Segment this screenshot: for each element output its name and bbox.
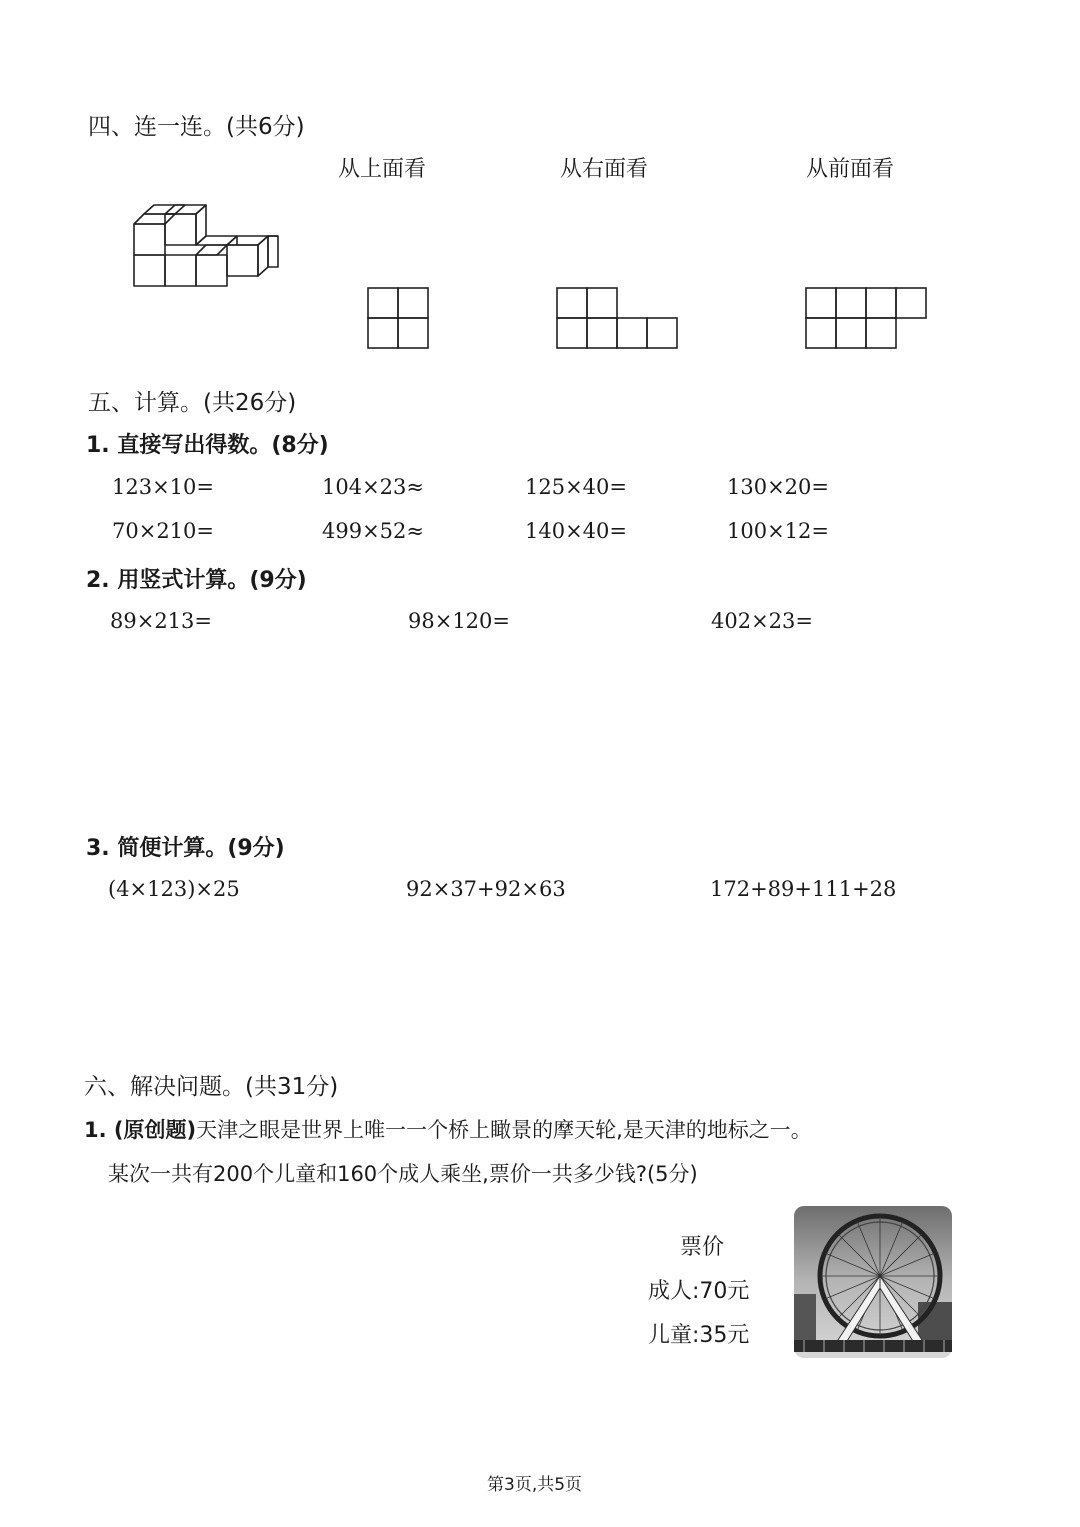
q3-title: 3. 简便计算。(9分) (86, 836, 285, 861)
s6-q1-line2: 某次一共有200个儿童和160个成人乘坐,票价一共多少钱?(5分) (108, 1162, 698, 1186)
s6-q1-line1 (84, 1114, 812, 1144)
q1-expr: 499×52≈ (322, 519, 424, 543)
ferris-wheel-image (794, 1206, 952, 1358)
cube-stack-figure (0, 0, 1080, 400)
q3-expr: (4×123)×25 (108, 877, 240, 901)
q1-title: 1. 直接写出得数。(8分) (86, 433, 329, 458)
q1-expr: 100×12= (727, 519, 829, 543)
ticket-title: 票价 (680, 1235, 725, 1260)
view-label-front: 从前面看 (806, 157, 895, 182)
q1-expr: 140×40= (525, 519, 627, 543)
view-label-top: 从上面看 (338, 157, 427, 182)
q2-expr: 98×120= (408, 609, 510, 633)
s6-q1-text1: 天津之眼是世界上唯一一个桥上瞰景的摩天轮,是天津的地标之一。 (196, 1118, 812, 1142)
section-4-title: 四、连一连。(共6分) (88, 114, 305, 140)
q1-expr: 125×40= (525, 475, 627, 499)
section-5-title: 五、计算。(共26分) (88, 390, 297, 416)
q1-expr: 130×20= (727, 475, 829, 499)
q1-expr: 104×23≈ (322, 475, 424, 499)
view-label-right: 从右面看 (560, 157, 649, 182)
q3-expr: 92×37+92×63 (406, 877, 566, 901)
q2-expr: 89×213= (110, 609, 212, 633)
page-number: 第3页,共5页 (487, 1475, 583, 1495)
s6-q1-label: 1. (原创题) (84, 1118, 197, 1142)
q2-title: 2. 用竖式计算。(9分) (86, 568, 307, 593)
ticket-child: 儿童:35元 (648, 1323, 750, 1348)
q2-expr: 402×23= (711, 609, 813, 633)
q3-expr: 172+89+111+28 (710, 877, 897, 901)
section-6-title: 六、解决问题。(共31分) (84, 1074, 339, 1100)
q1-expr: 70×210= (112, 519, 214, 543)
q1-expr: 123×10= (112, 475, 214, 499)
ticket-adult: 成人:70元 (648, 1279, 750, 1304)
